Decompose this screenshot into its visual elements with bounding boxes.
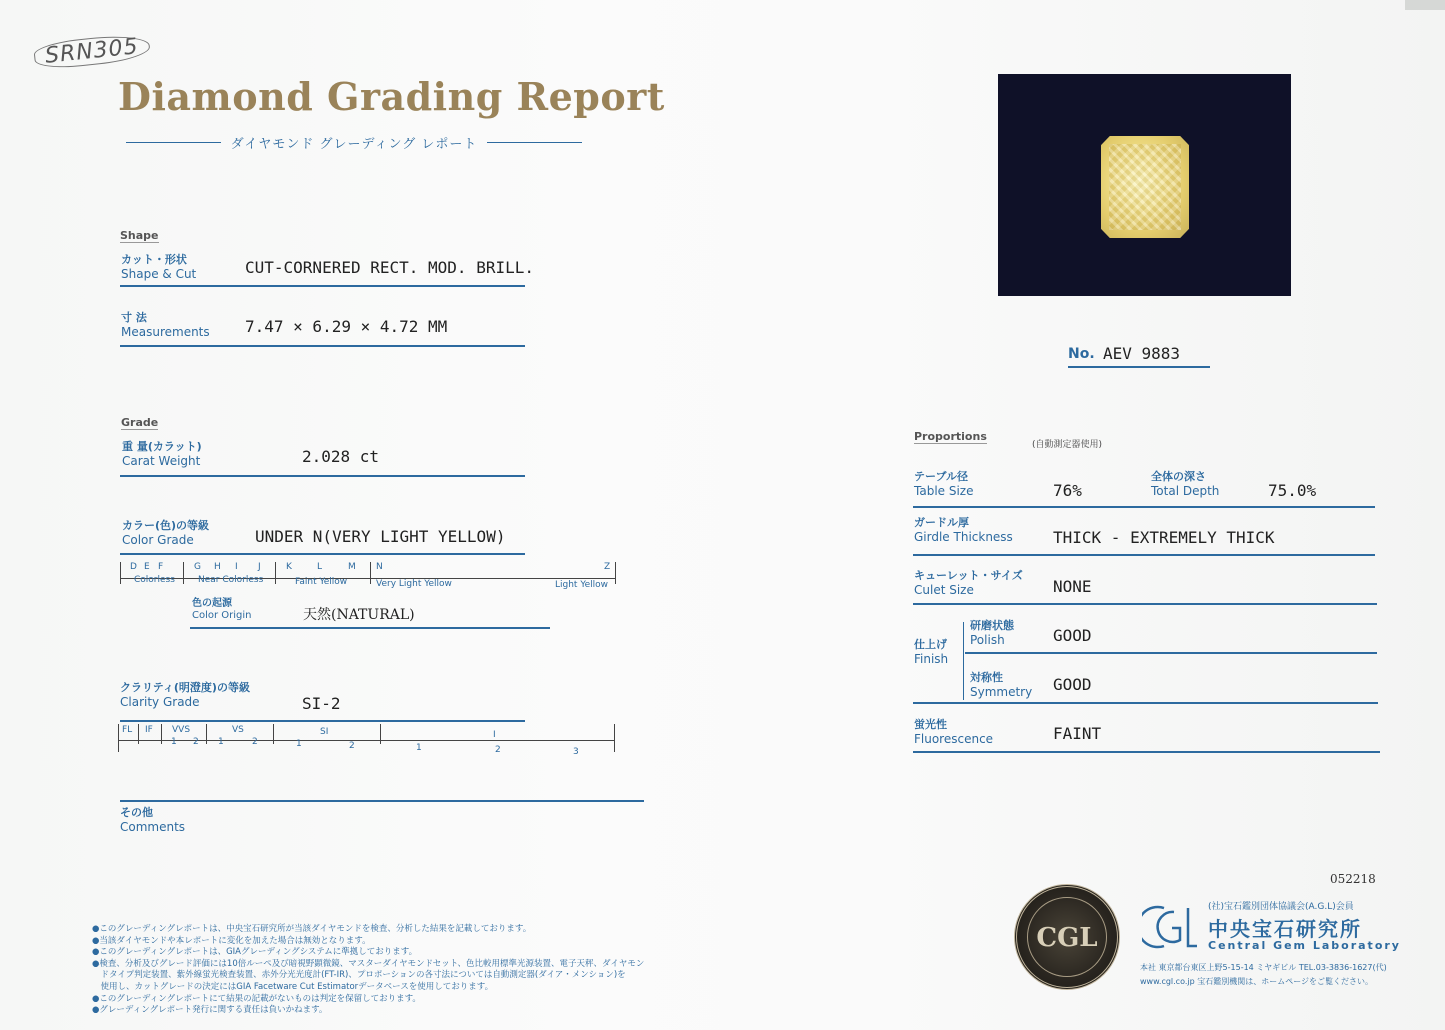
color-grade-scale xyxy=(120,562,620,592)
serial-number: 052218 xyxy=(1330,872,1376,886)
shape-cut-underline xyxy=(120,285,525,287)
clarity-grade-scale: FL IF VVS VS SI I 1 2 1 2 1 2 1 2 3 xyxy=(118,724,618,758)
shape-heading: Shape xyxy=(120,229,159,242)
measurements-underline xyxy=(120,345,525,347)
clarity-value: SI-2 xyxy=(302,694,341,713)
polish-label: 研磨状態 Polish xyxy=(970,619,1014,647)
footnote-line: ドタイプ判定装置、紫外線蛍光検査装置、赤外分光光度計(FT-IR)、プロポーションの各寸法については自動測定器(ダイア・メンション)を xyxy=(92,970,626,981)
symmetry-value: GOOD xyxy=(1053,675,1092,694)
origin-value: 天然(NATURAL) xyxy=(303,607,415,623)
girdle-label: ガードル厚 Girdle Thickness xyxy=(914,516,1013,544)
clarity-grade-vs: VS xyxy=(232,725,244,735)
girdle-underline xyxy=(913,554,1375,556)
color-letter-z: Z xyxy=(604,562,611,572)
color-letter-d: D xyxy=(130,562,137,572)
lab-address: 本社 東京都台東区上野5-15-14 ミヤギビル TEL.03-3836-1627(代) xyxy=(1140,963,1387,972)
carat-label: 重 量(カラット) Carat Weight xyxy=(122,440,202,468)
color-letter-l: L xyxy=(317,562,323,572)
cgl-logo-icon xyxy=(1142,902,1198,952)
lab-name-jp: 中央宝石研究所 xyxy=(1208,917,1362,941)
lab-agl-member: (社)宝石鑑別団体協議会(A.G.L)会員 xyxy=(1208,902,1354,912)
polish-value: GOOD xyxy=(1053,626,1092,645)
clarity-grade-vvs: VVS xyxy=(172,725,191,735)
report-no-value: AEV 9883 xyxy=(1103,344,1181,363)
comments-label: その他 Comments xyxy=(120,806,186,834)
clarity-label: クラリティ(明澄度)の等級 Clarity Grade xyxy=(120,681,250,709)
polish-underline xyxy=(965,652,1377,654)
clarity-grade-si: SI xyxy=(320,727,329,737)
color-group-light-yellow: Light Yellow xyxy=(555,580,609,590)
color-letter-k: K xyxy=(286,562,292,572)
diamond-stone xyxy=(1101,136,1189,238)
diamond-photo xyxy=(998,74,1291,296)
culet-label: キューレット・サイズ Culet Size xyxy=(914,569,1023,597)
color-letter-j: J xyxy=(258,562,261,572)
grade-heading: Grade xyxy=(121,416,159,429)
color-letter-g: G xyxy=(194,562,201,572)
color-letter-i: I xyxy=(235,562,238,572)
color-letter-m: M xyxy=(348,562,356,572)
report-no-label: No. xyxy=(1068,346,1095,362)
measurements-label: 寸 法 Measurements xyxy=(121,311,210,339)
total-depth-label: 全体の深さ Total Depth xyxy=(1151,470,1220,498)
footnote-line: ●このグレーディングレポートにて結果の記載がないものは判定を保留しております。 xyxy=(92,993,421,1004)
color-value: UNDER N(VERY LIGHT YELLOW) xyxy=(255,527,506,546)
color-letter-n: N xyxy=(376,562,383,572)
girdle-value: THICK - EXTREMELY THICK xyxy=(1053,528,1275,547)
carat-value: 2.028 ct xyxy=(302,447,380,466)
culet-value: NONE xyxy=(1053,577,1092,596)
fluorescence-label: 蛍光性 Fluorescence xyxy=(914,718,994,746)
embossed-seal xyxy=(1014,884,1120,990)
footnote-line: 使用し、カットグレードの決定にはGIA Facetware Cut Estimatorデータベースを使用しております。 xyxy=(92,981,494,992)
color-group-colorless: Colorless xyxy=(134,575,175,585)
proportions-note: (自動測定器使用) xyxy=(1032,440,1103,450)
footnote-line: ●当該ダイヤモンドや本レポートに変化を加えた場合は無効となります。 xyxy=(92,935,371,946)
culet-underline xyxy=(913,603,1377,605)
color-group-near-colorless: Near Colorless xyxy=(198,575,264,585)
table-size-value: 76% xyxy=(1053,481,1082,500)
handwritten-note: SRN305 xyxy=(33,32,151,71)
footnote-line: ●このグレーディングレポートは、中央宝石研究所が当該ダイヤモンドを検査、分析した結果を記載しております。 xyxy=(92,924,532,934)
table-depth-underline xyxy=(913,506,1375,508)
lab-name-en: Central Gem Laboratory xyxy=(1208,939,1401,952)
lab-website: www.cgl.co.jp 宝石鑑別機関は、ホームページをご覧ください。 xyxy=(1140,977,1374,986)
symmetry-underline xyxy=(913,702,1378,704)
shape-cut-value: CUT-CORNERED RECT. MOD. BRILL. xyxy=(245,258,534,277)
symmetry-label: 対称性 Symmetry xyxy=(970,671,1033,699)
color-letter-e: E xyxy=(144,562,150,572)
color-group-faint-yellow: Faint Yellow xyxy=(295,577,348,587)
subtitle-jp: ダイヤモンド グレーディング レポート xyxy=(230,136,478,152)
report-title: Diamond Grading Report xyxy=(118,74,665,119)
clarity-grade-if: IF xyxy=(145,725,153,735)
footnote-line: ●検査、分析及びグレード評価には10倍ルーペ及び暗視野顕微鏡、マスターダイヤモンドセット、色比較用標準光源装置、電子天秤、ダイヤモン xyxy=(92,958,645,969)
footnotes xyxy=(92,924,644,1017)
report-no-underline xyxy=(1068,366,1210,368)
finish-bracket xyxy=(963,622,964,700)
table-size-label: テーブル径 Table Size xyxy=(914,470,974,498)
color-group-very-light-yellow: Very Light Yellow xyxy=(376,579,452,589)
carat-underline xyxy=(120,475,525,477)
color-letter-h: H xyxy=(214,562,221,572)
footnote-line: ●このグレーディングレポートは、GIAグレーディングシステムに準拠しております。 xyxy=(92,947,418,958)
color-label: カラー(色)の等級 Color Grade xyxy=(122,519,210,547)
clarity-underline xyxy=(120,720,525,722)
corner-tab xyxy=(1405,0,1445,10)
origin-underline xyxy=(190,627,550,629)
finish-label: 仕上げ Finish xyxy=(914,638,949,666)
origin-label: 色の起源 Color Origin xyxy=(192,598,252,621)
clarity-grade-fl: FL xyxy=(122,725,133,735)
report-subtitle xyxy=(126,132,582,152)
comments-top-rule xyxy=(120,800,644,802)
color-underline xyxy=(120,553,525,555)
clarity-grade-i: I xyxy=(493,730,496,740)
shape-cut-label: カット・形状 Shape & Cut xyxy=(121,253,197,281)
seal-mark: CGL xyxy=(1036,923,1098,953)
measurements-value: 7.47 × 6.29 × 4.72 MM xyxy=(245,317,448,336)
fluorescence-underline xyxy=(913,751,1380,753)
color-letter-f: F xyxy=(158,562,164,572)
total-depth-value: 75.0% xyxy=(1268,481,1317,500)
fluorescence-value: FAINT xyxy=(1053,724,1102,743)
proportions-heading: Proportions xyxy=(914,430,987,443)
footnote-line: ●グレーディングレポート発行に関する責任は負いかねます。 xyxy=(92,1005,328,1016)
